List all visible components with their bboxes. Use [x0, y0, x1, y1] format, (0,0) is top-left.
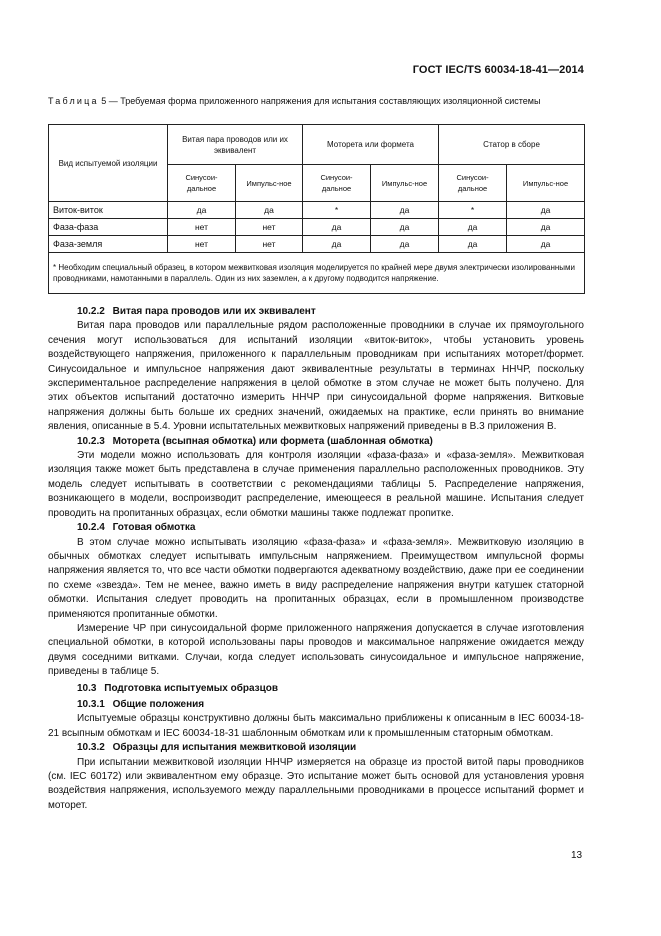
header-group-motorette: Моторета или формета: [303, 125, 439, 165]
paragraph: Испытуемые образцы конструктивно должны быть максимально приближены к описанным в IEC 60034-18-21 всыпным обмоткам и IEC 60034-18-31 шаблонным обмоткам или к промышленным статорным обмоткам.: [48, 713, 584, 739]
paragraph: Эти модели можно использовать для контроля изоляции «фаза-фаза» и «фаза-земля». Межвитковая изоляция также может быть представлена в случае применения параллельно расположенных проводников. Эту модель следует испытывать в соответствии с рекомендациями таблицы 5. Распределение напряжения, возникающего в модели, воспроизводит распределение, имеющееся в реальной машине. Испытания следует проводить на пропитанных образцах, если обмотки машины также подлежат пропитке.: [48, 450, 584, 519]
section-number: 10.2.3: [77, 435, 105, 447]
section-title: Готовая обмотка: [112, 522, 196, 534]
table-row: [49, 236, 585, 253]
table-cell: нет: [168, 236, 236, 253]
section-heading-10-2-4: [48, 521, 584, 535]
table-cell: да: [371, 236, 439, 253]
subheader-cell: Импульс-ное: [371, 165, 439, 202]
row-label: Фаза-земля: [49, 236, 168, 253]
subheader-cell: Импульс-ное: [507, 165, 585, 202]
subheader-cell: Синусои-дальное: [168, 165, 236, 202]
table-caption-label: Таблица: [48, 96, 99, 106]
table-cell: да: [439, 219, 507, 236]
table-cell: да: [303, 236, 371, 253]
section-title: Образцы для испытания межвитковой изоляции: [112, 742, 357, 754]
section-number: 10.3.1: [77, 698, 105, 710]
section-heading-10-2-3: [48, 435, 584, 449]
paragraph: В этом случае можно испытывать изоляцию «фаза-фаза» и «фаза-земля». Межвитковую изоляцию в обычных обмотках следует испытывать импульсным напряжением. Преимуществом импульсной формы напряжения является то, что все части обмотки подвергаются адекватному воздействию, даже при ее соединении по схеме «звезда». Тем не менее, важно иметь в виду распределение напряжения внутри катушек статорной обмотки. Испытания следует проводить на пропитанных образцах, если в промышленном производстве применяются пропитанные обмотки.: [48, 536, 584, 620]
paragraph: При испытании межвитковой изоляции ННЧР измеряется на образце из простой витой пары проводников (см. IEC 60172) или эквивалентном ему образце. Это испытание может быть основой для установления уровня воздействия напряжения, используемого между параллельными проводниками в процессе испытаний формет и моторет.: [48, 756, 584, 811]
table-footnote: * Необходим специальный образец, в котором межвитковая изоляция моделируется по крайней мере двумя электрически изолированными проводниками, намотанными в параллель. Один из них заземлен, а к другому подводится напряжение.: [49, 253, 585, 294]
section-heading-10-3: [48, 682, 584, 696]
table-cell: *: [439, 202, 507, 219]
voltage-form-table: [48, 124, 585, 294]
document-code-header: ГОСТ IEC/TS 60034-18-41—2014: [412, 64, 584, 76]
header-group-twisted-pair: Витая пара проводов или их эквивалент: [168, 125, 303, 165]
section-heading-10-3-2: [48, 741, 584, 755]
table-cell: нет: [236, 219, 303, 236]
table-cell: да: [371, 202, 439, 219]
section-number: 10.3: [77, 682, 97, 694]
table-cell: да: [507, 202, 585, 219]
table-row: [49, 202, 585, 219]
table-cell: да: [168, 202, 236, 219]
section-title: Витая пара проводов или их эквивалент: [112, 306, 316, 317]
table-cell: да: [371, 219, 439, 236]
section-number: 10.3.2: [77, 742, 105, 754]
table-cell: да: [303, 219, 371, 236]
section-heading-10-3-1: [48, 698, 584, 712]
page-number: 13: [571, 850, 583, 861]
table-row: [49, 219, 585, 236]
table-cell: да: [236, 202, 303, 219]
header-insulation-type: Вид испытуемой изоляции: [49, 125, 168, 202]
table-cell: нет: [168, 219, 236, 236]
table-cell: *: [303, 202, 371, 219]
subheader-cell: Импульс-ное: [236, 165, 303, 202]
section-title: Подготовка испытуемых образцов: [104, 682, 279, 694]
section-title: Моторета (всыпная обмотка) или формета (шаблонная обмотка): [112, 435, 433, 447]
table-footnote-row: [49, 253, 585, 294]
table-header-row: [49, 125, 585, 165]
table-caption-number: 5: [101, 96, 107, 106]
subheader-cell: Синусои-дальное: [303, 165, 371, 202]
table-caption-text: — Требуемая форма приложенного напряжения для испытания составляющих изоляционной системы: [108, 96, 541, 106]
row-label: Виток-виток: [49, 202, 168, 219]
table-cell: да: [507, 219, 585, 236]
table-cell: да: [507, 236, 585, 253]
paragraph: Витая пара проводов или параллельные рядом расположенные проводники в случае их прямоугольного сечения могут использоваться для испытаний изоляции «виток-виток», чтобы установить уровень воздействующего напряжения, приложенного к параллельным проводникам при испытаниях моторет/формет. Синусоидальное и импульсное напряжения дают эквивалентные результаты в терминах ННЧР, поскольку экспериментальное распределение напряжения в целой обмотке в этом случае не может быть получено. Для этих объектов испытаний достаточно измерить ННЧР при синусоидальной форме напряжения. Витковые напряжения должны быть больше их средних значений, ожидаемых на практике, если принять во внимание явления, описанные в 5.4. Уровни испытательных межвитковых напряжений приведены в В.3 приложения В.: [48, 320, 584, 433]
header-group-stator: Статор в сборе: [439, 125, 585, 165]
paragraph: Измерение ЧР при синусоидальной форме приложенного напряжения допускается в случае изготовления специальной обмотки, в которой использованы пары проводов и максимальное напряжение ожидается между двумя соседними витками. Случаи, когда следует использовать синусоидальное и импульсное напряжение, приведены в таблице 5.: [48, 622, 584, 678]
row-label: Фаза-фаза: [49, 219, 168, 236]
section-heading-10-2-2: [48, 305, 584, 319]
subheader-cell: Синусои-дальное: [439, 165, 507, 202]
section-number: 10.2.4: [77, 522, 105, 534]
section-number: 10.2.2: [77, 306, 105, 317]
table-caption: [48, 95, 583, 107]
table-cell: да: [439, 236, 507, 253]
main-text: [48, 305, 584, 813]
table-cell: нет: [236, 236, 303, 253]
section-title: Общие положения: [112, 698, 205, 710]
